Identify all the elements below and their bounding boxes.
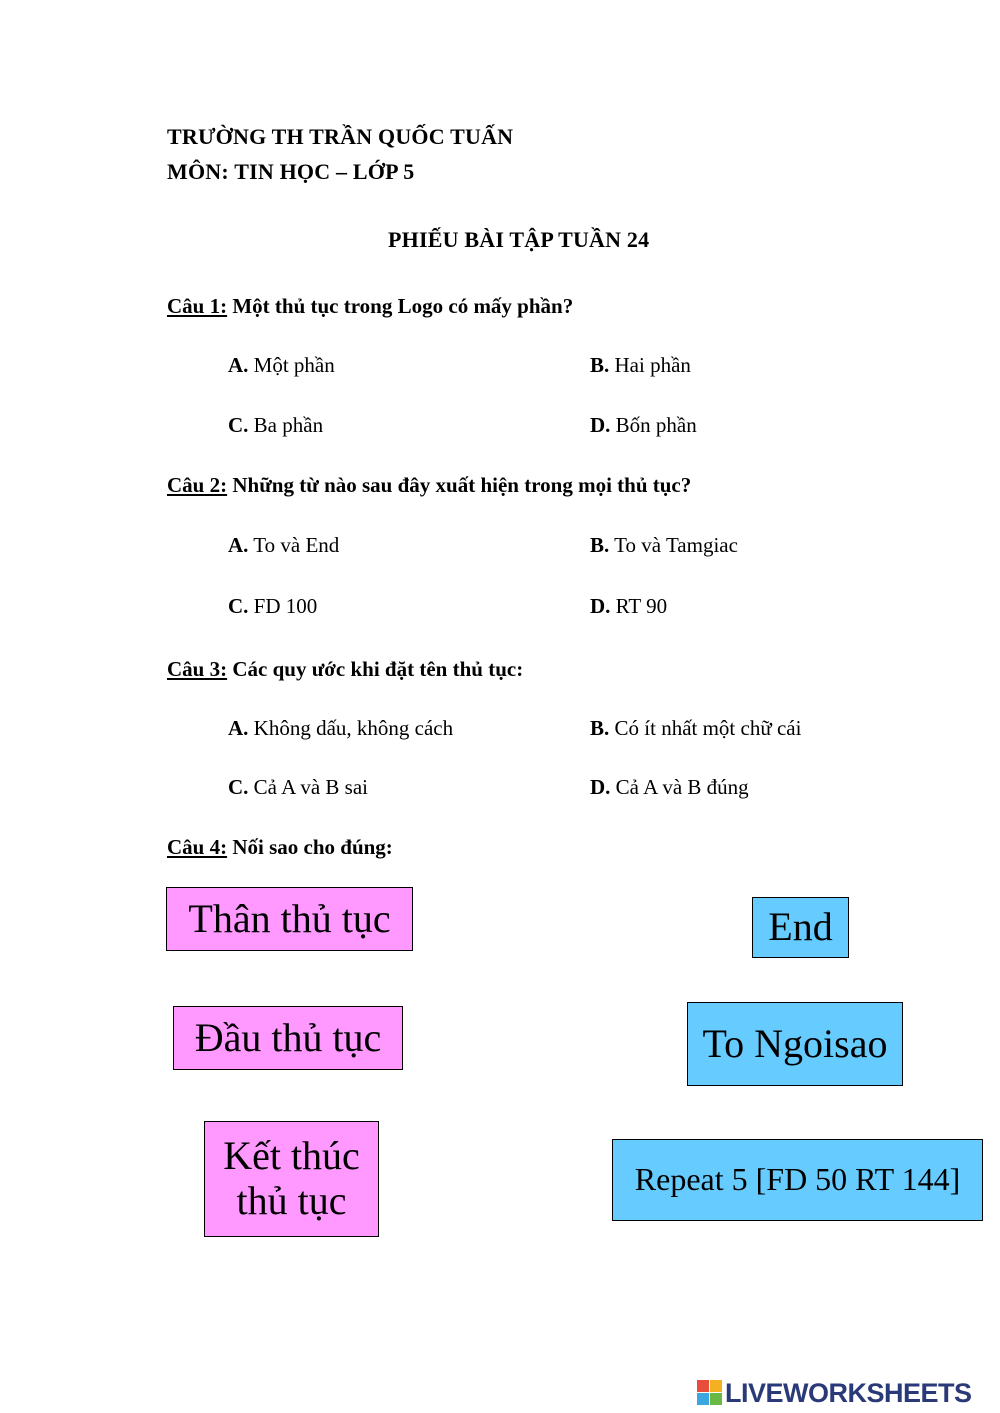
match-left-end-line1: Kết thúc [223, 1133, 360, 1179]
option-2d[interactable]: D. RT 90 [590, 594, 668, 618]
option-1d[interactable]: D. Bốn phần [590, 413, 697, 437]
question-text: Những từ nào sau đây xuất hiện trong mọi thủ tục? [227, 473, 692, 497]
question-2 [167, 473, 691, 498]
question-3 [167, 657, 523, 682]
match-left-body[interactable]: Thân thủ tục [166, 887, 413, 951]
match-right-repeat[interactable]: Repeat 5 [FD 50 RT 144] [612, 1139, 983, 1221]
liveworksheets-logo-icon [697, 1380, 723, 1406]
question-1 [167, 294, 573, 319]
school-name: TRƯỜNG TH TRẦN QUỐC TUẤN [167, 124, 514, 149]
option-3d[interactable]: D. Cả A và B đúng [590, 775, 749, 799]
option-2b[interactable]: B. To và Tamgiac [590, 533, 738, 557]
option-3c[interactable]: C. Cả A và B sai [228, 775, 369, 799]
option-1b[interactable]: B. Hai phần [590, 353, 691, 377]
question-number: Câu 2: [167, 473, 228, 497]
question-text: Một thủ tục trong Logo có mấy phần? [227, 294, 574, 318]
option-1a[interactable]: A. Một phần [228, 353, 335, 377]
question-text: Các quy ước khi đặt tên thủ tục: [227, 657, 524, 681]
question-number: Câu 1: [167, 294, 228, 318]
match-left-header[interactable]: Đầu thủ tục [173, 1006, 403, 1070]
worksheet-title: PHIẾU BÀI TẬP TUẦN 24 [388, 227, 650, 252]
match-left-end[interactable] [204, 1121, 379, 1237]
match-right-end[interactable]: End [752, 897, 849, 958]
logo-text: LIVEWORKSHEETS [725, 1377, 972, 1408]
option-3b[interactable]: B. Có ít nhất một chữ cái [590, 716, 802, 740]
option-1c[interactable]: C. Ba phần [228, 413, 324, 437]
option-3a[interactable]: A. Không dấu, không cách [228, 716, 454, 740]
match-right-to-ngoisao[interactable]: To Ngoisao [687, 1002, 903, 1086]
question-4 [167, 835, 393, 860]
question-text: Nối sao cho đúng: [227, 835, 393, 859]
question-number: Câu 4: [167, 835, 228, 859]
option-2a[interactable]: A. To và End [228, 533, 340, 557]
question-number: Câu 3: [167, 657, 228, 681]
match-left-end-line2: thủ tục [236, 1178, 347, 1223]
option-2c[interactable]: C. FD 100 [228, 594, 318, 618]
liveworksheets-logo [697, 1378, 972, 1408]
subject-line: MÔN: TIN HỌC – LỚP 5 [167, 159, 415, 184]
